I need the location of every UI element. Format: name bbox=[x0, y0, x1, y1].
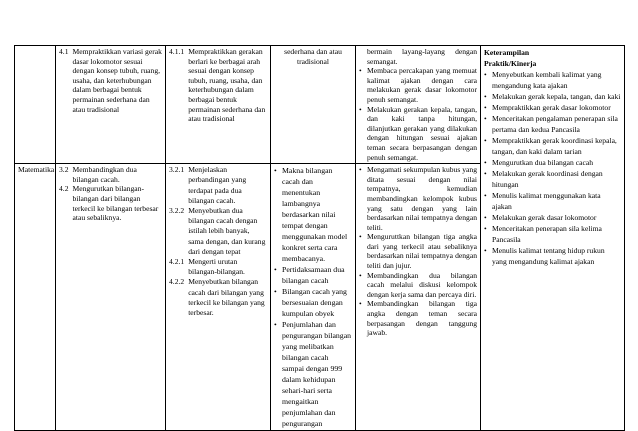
list-item bbox=[169, 206, 267, 257]
item-text: Makna bilangan cacah dan menentukan lambangnya berdasarkan nilai tempat dengan menggunakan model konkret serta cara membacanya. bbox=[282, 166, 348, 264]
list-item bbox=[484, 168, 621, 190]
item-text: Membandingkan bilangan tiga angka dengan teman secara berpasangan dengan tanggung jawab. bbox=[367, 299, 477, 338]
item-text: Menyebutkan dua bilangan cacah dengan istilah lebih banyak, sama dengan, dan kurang dari dengan tepat bbox=[188, 205, 266, 256]
kegiatan-list bbox=[359, 47, 477, 162]
bullet-icon: • bbox=[359, 66, 362, 76]
bullet-icon: • bbox=[484, 191, 487, 200]
bullet-icon: • bbox=[484, 92, 487, 101]
list-item bbox=[59, 165, 162, 184]
item-text: Membandingkan dua bilangan cacah. bbox=[72, 165, 137, 184]
list-item bbox=[169, 257, 267, 277]
item-text: Membaca percakapan yang memuat kalimat ajakan dengan cara melakukan gerak dasar lokomotor penuh semangat. bbox=[367, 66, 477, 104]
list-item bbox=[59, 47, 162, 114]
item-text: Pertidaksamaan dua bilangan cacah bbox=[282, 265, 345, 286]
bullet-icon: • bbox=[484, 103, 487, 112]
kd-list bbox=[59, 47, 162, 114]
materi-list bbox=[274, 165, 352, 429]
item-number: 4.2.2 bbox=[169, 277, 185, 287]
list-item bbox=[484, 135, 621, 157]
item-number: 3.2.2 bbox=[169, 205, 185, 215]
item-text: Menjelaskan perbandingan yang terdapat pada dua bilangan cacah. bbox=[188, 165, 247, 205]
list-item bbox=[169, 165, 267, 206]
item-number: 4.2 bbox=[59, 184, 69, 194]
bullet-icon: • bbox=[484, 70, 487, 79]
table-row bbox=[15, 46, 625, 164]
list-item bbox=[274, 319, 352, 429]
list-item bbox=[359, 232, 477, 270]
bullet-icon: • bbox=[484, 169, 487, 178]
item-text: Membandingkan dua bilangan cacah melalui diskusi kelompok dengan kerja sama dan percaya diri. bbox=[367, 270, 477, 299]
item-number: 4.2.1 bbox=[169, 256, 185, 266]
item-text: Melakukan gerak koordinasi dengan hitungan bbox=[492, 169, 603, 189]
item-text: Menceritakan pengalaman penerapan sila pertama dan kedua Pancasila bbox=[492, 114, 618, 134]
item-text: Mempraktikkan variasi gerak dasar lokomotor sesuai dengan konsep tubuh, ruang, usaha, dan keterhubungan dalam berbagai bentuk permainan sederhana dan atau tradisional bbox=[72, 47, 162, 114]
item-text: Mengurutkan dua bilangan cacah bbox=[492, 158, 593, 167]
list-item bbox=[484, 223, 621, 245]
penilaian-cell bbox=[481, 46, 625, 431]
list-item bbox=[59, 184, 162, 222]
item-text: Melakukan gerak dasar lokomotor bbox=[492, 213, 597, 222]
list-item bbox=[484, 190, 621, 212]
syllabus-table bbox=[14, 45, 625, 431]
materi-cell bbox=[271, 46, 356, 164]
item-text: Mempraktikkan gerak koordinasi kepala, tangan, dan kaki dalam tarian bbox=[492, 136, 617, 156]
item-text: Melakukan gerak kepala, tangan, dan kaki bbox=[492, 92, 621, 101]
list-item bbox=[359, 66, 477, 104]
keterampilan-title: Keterampilan bbox=[484, 48, 530, 57]
bullet-icon: • bbox=[359, 299, 362, 309]
list-item bbox=[359, 271, 477, 300]
item-text: Menyebutkan kembali kalimat yang mengandung kata ajakan bbox=[492, 70, 602, 90]
list-item bbox=[484, 69, 621, 91]
bullet-icon: • bbox=[484, 213, 487, 222]
bullet-icon: • bbox=[359, 232, 362, 242]
item-text: Melakukan gerakan kepala, tangan, dan kaki tanpa hitungan, dilanjutkan gerakan yang dilakukan dengan hitungan sesuai ajakan teman secara berpasangan dengan penuh semangat. bbox=[367, 104, 477, 162]
list-item bbox=[484, 113, 621, 135]
list-item bbox=[359, 47, 477, 66]
kegiatan-cell bbox=[356, 164, 481, 431]
materi-text: sederhana dan atau tradisional bbox=[284, 47, 342, 66]
bullet-icon: • bbox=[484, 136, 487, 145]
item-text: Mengurutkan bilangan-bilangan dari bilangan terkecil ke bilangan terbesar atau sebaliknya. bbox=[72, 184, 159, 223]
bullet-icon: • bbox=[274, 166, 277, 176]
materi-cell bbox=[271, 164, 356, 431]
bullet-icon: • bbox=[484, 158, 487, 167]
bullet-icon bbox=[359, 47, 367, 66]
item-text: Penjumlahan dan pengurangan bilangan yang melibatkan bilangan cacah sampai dengan 999 dalam kehidupan sehari-hari serta mengaitkan penjumlahan dan pengurangan bbox=[282, 320, 352, 429]
bullet-icon: • bbox=[274, 320, 277, 330]
keterampilan-list bbox=[484, 69, 621, 267]
indikator-cell bbox=[166, 164, 271, 431]
praktik-kinerja-subtitle: Praktik/Kinerja bbox=[484, 59, 537, 68]
list-item bbox=[484, 91, 621, 102]
item-text: Mengamati sekumpulan kubus yang ditata sesuai dengan nilai tempatnya, kemudian membandingkan kelompok kubus yang satu dengan yang lain berdasarkan nilai tempatnya dengan teliti. bbox=[367, 165, 477, 232]
item-text: Menulis kalimat tentang hidup rukun yang mengandung kalimat ajakan bbox=[492, 246, 605, 266]
bullet-icon: • bbox=[359, 104, 362, 114]
item-text: Mempraktikkan gerak dasar lokomotor bbox=[492, 103, 611, 112]
bullet-icon: • bbox=[274, 287, 277, 297]
kd-cell bbox=[56, 164, 166, 431]
list-item bbox=[274, 264, 352, 286]
list-item bbox=[169, 47, 267, 124]
kegiatan-cell bbox=[356, 46, 481, 164]
list-item bbox=[484, 157, 621, 168]
list-item bbox=[359, 165, 477, 232]
indikator-list bbox=[169, 165, 267, 318]
item-text: Menyebutkan bilangan cacah dari bilangan yang terkecil ke bilangan yang terbesar. bbox=[188, 277, 265, 317]
bullet-icon: • bbox=[484, 224, 487, 233]
bullet-icon: • bbox=[359, 270, 362, 280]
list-item bbox=[484, 212, 621, 223]
item-text: Mempraktikkan gerakan berlari ke berbagai arah sesuai dengan konsep tubuh, ruang, usaha, dan keterhubungan dalam berbagai bentuk permainan sederhana dan atau tradisional bbox=[188, 47, 266, 124]
bullet-icon: • bbox=[484, 114, 487, 123]
list-item bbox=[484, 245, 621, 267]
item-number: 4.1 bbox=[59, 47, 69, 56]
item-text: Menulis kalimat menggunakan kata ajakan bbox=[492, 191, 601, 211]
list-item bbox=[359, 299, 477, 337]
bullet-icon: • bbox=[484, 246, 487, 255]
bullet-icon: • bbox=[359, 165, 362, 175]
item-text: Menceritakan penerapan sila kelima Pancasila bbox=[492, 224, 602, 244]
item-text: Bilangan cacah yang bersesuaian dengan kumpulan obyek bbox=[282, 287, 347, 319]
list-item bbox=[359, 105, 477, 163]
indikator-cell bbox=[166, 46, 271, 164]
item-number: 3.2.1 bbox=[169, 165, 185, 175]
list-item bbox=[169, 277, 267, 318]
item-text: bermain layang-layang dengan semangat. bbox=[367, 47, 477, 66]
list-item bbox=[484, 102, 621, 113]
item-text: Mengerti urutan bilangan-bilangan. bbox=[188, 256, 245, 277]
list-item bbox=[274, 286, 352, 319]
mapel-cell bbox=[15, 46, 56, 164]
indikator-list bbox=[169, 47, 267, 124]
kegiatan-list bbox=[359, 165, 477, 338]
item-text: Menguruttkan bilangan tiga angka dari yang terkecil atau sebaliknya berdasarkan nilai tempatnya dengan teliti dan jujur. bbox=[367, 232, 477, 271]
bullet-icon: • bbox=[274, 265, 277, 275]
item-number: 3.2 bbox=[59, 165, 69, 175]
list-item bbox=[274, 165, 352, 264]
mapel-cell: Matematika bbox=[15, 164, 56, 431]
item-number: 4.1.1 bbox=[169, 47, 185, 56]
kd-cell bbox=[56, 46, 166, 164]
kd-list bbox=[59, 165, 162, 223]
